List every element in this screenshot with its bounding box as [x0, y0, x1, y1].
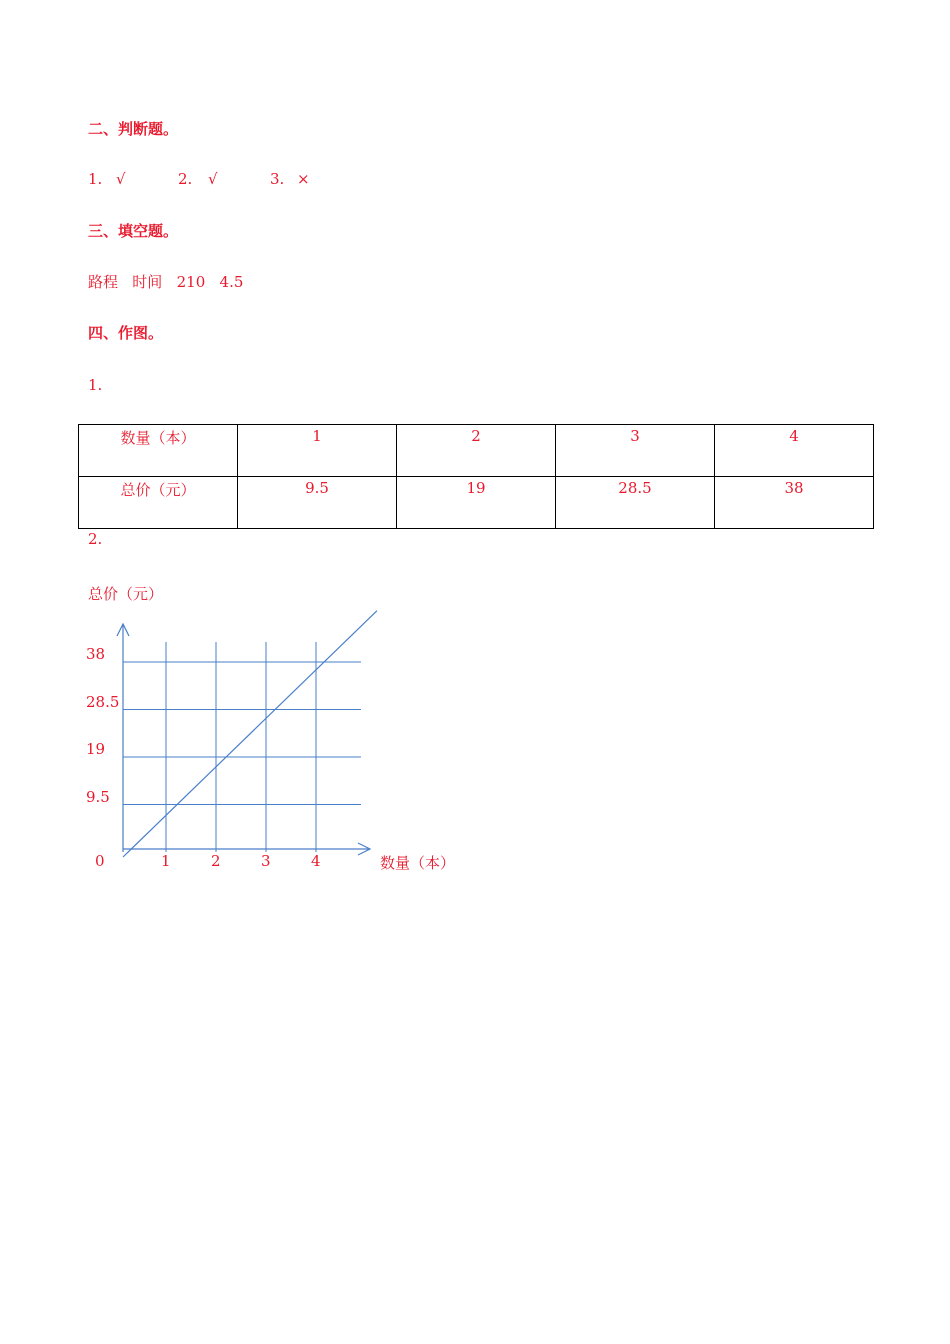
judgment-answer-2-number: 2. [178, 170, 193, 188]
judgment-answer-3-mark: × [297, 170, 310, 188]
section-4-heading: 四、作图。 [88, 324, 164, 342]
x-tick-label: 3 [261, 852, 271, 870]
x-tick-label: 1 [161, 852, 171, 870]
table-cell: 28.5 [556, 477, 715, 529]
table-cell: 38 [715, 477, 874, 529]
y-tick-label: 28.5 [86, 692, 120, 711]
table-cell: 数量（本） [79, 425, 238, 477]
table-cell: 1 [238, 425, 397, 477]
table-cell: 总价（元） [79, 477, 238, 529]
table-cell: 4 [715, 425, 874, 477]
x-tick-label: 2 [211, 852, 221, 870]
y-tick-label: 9.5 [86, 787, 110, 806]
question-2-label: 2. [88, 530, 103, 548]
judgment-answer-1-number: 1. [88, 170, 103, 188]
judgment-answer-3-number: 3. [270, 170, 285, 188]
section-2-heading: 二、判断题。 [88, 120, 179, 138]
x-axis-label: 数量（本） [380, 854, 456, 872]
table-cell: 2 [397, 425, 556, 477]
x-tick-label: 4 [311, 852, 321, 870]
judgment-answer-1-mark: √ [116, 170, 126, 188]
table-cell: 9.5 [238, 477, 397, 529]
fill-blank-answer: 路程 时间 210 4.5 [88, 273, 244, 291]
y-tick-label: 19 [86, 740, 106, 758]
question-1-label: 1. [88, 376, 103, 394]
section-3-heading: 三、填空题。 [88, 222, 179, 240]
chart-y-axis-label: 总价（元） [88, 585, 164, 603]
table-cell: 3 [556, 425, 715, 477]
table-cell: 19 [397, 477, 556, 529]
series-line [123, 611, 377, 857]
x-tick-label: 0 [95, 852, 105, 870]
y-tick-label: 38 [86, 645, 106, 663]
judgment-answer-2-mark: √ [208, 170, 218, 188]
